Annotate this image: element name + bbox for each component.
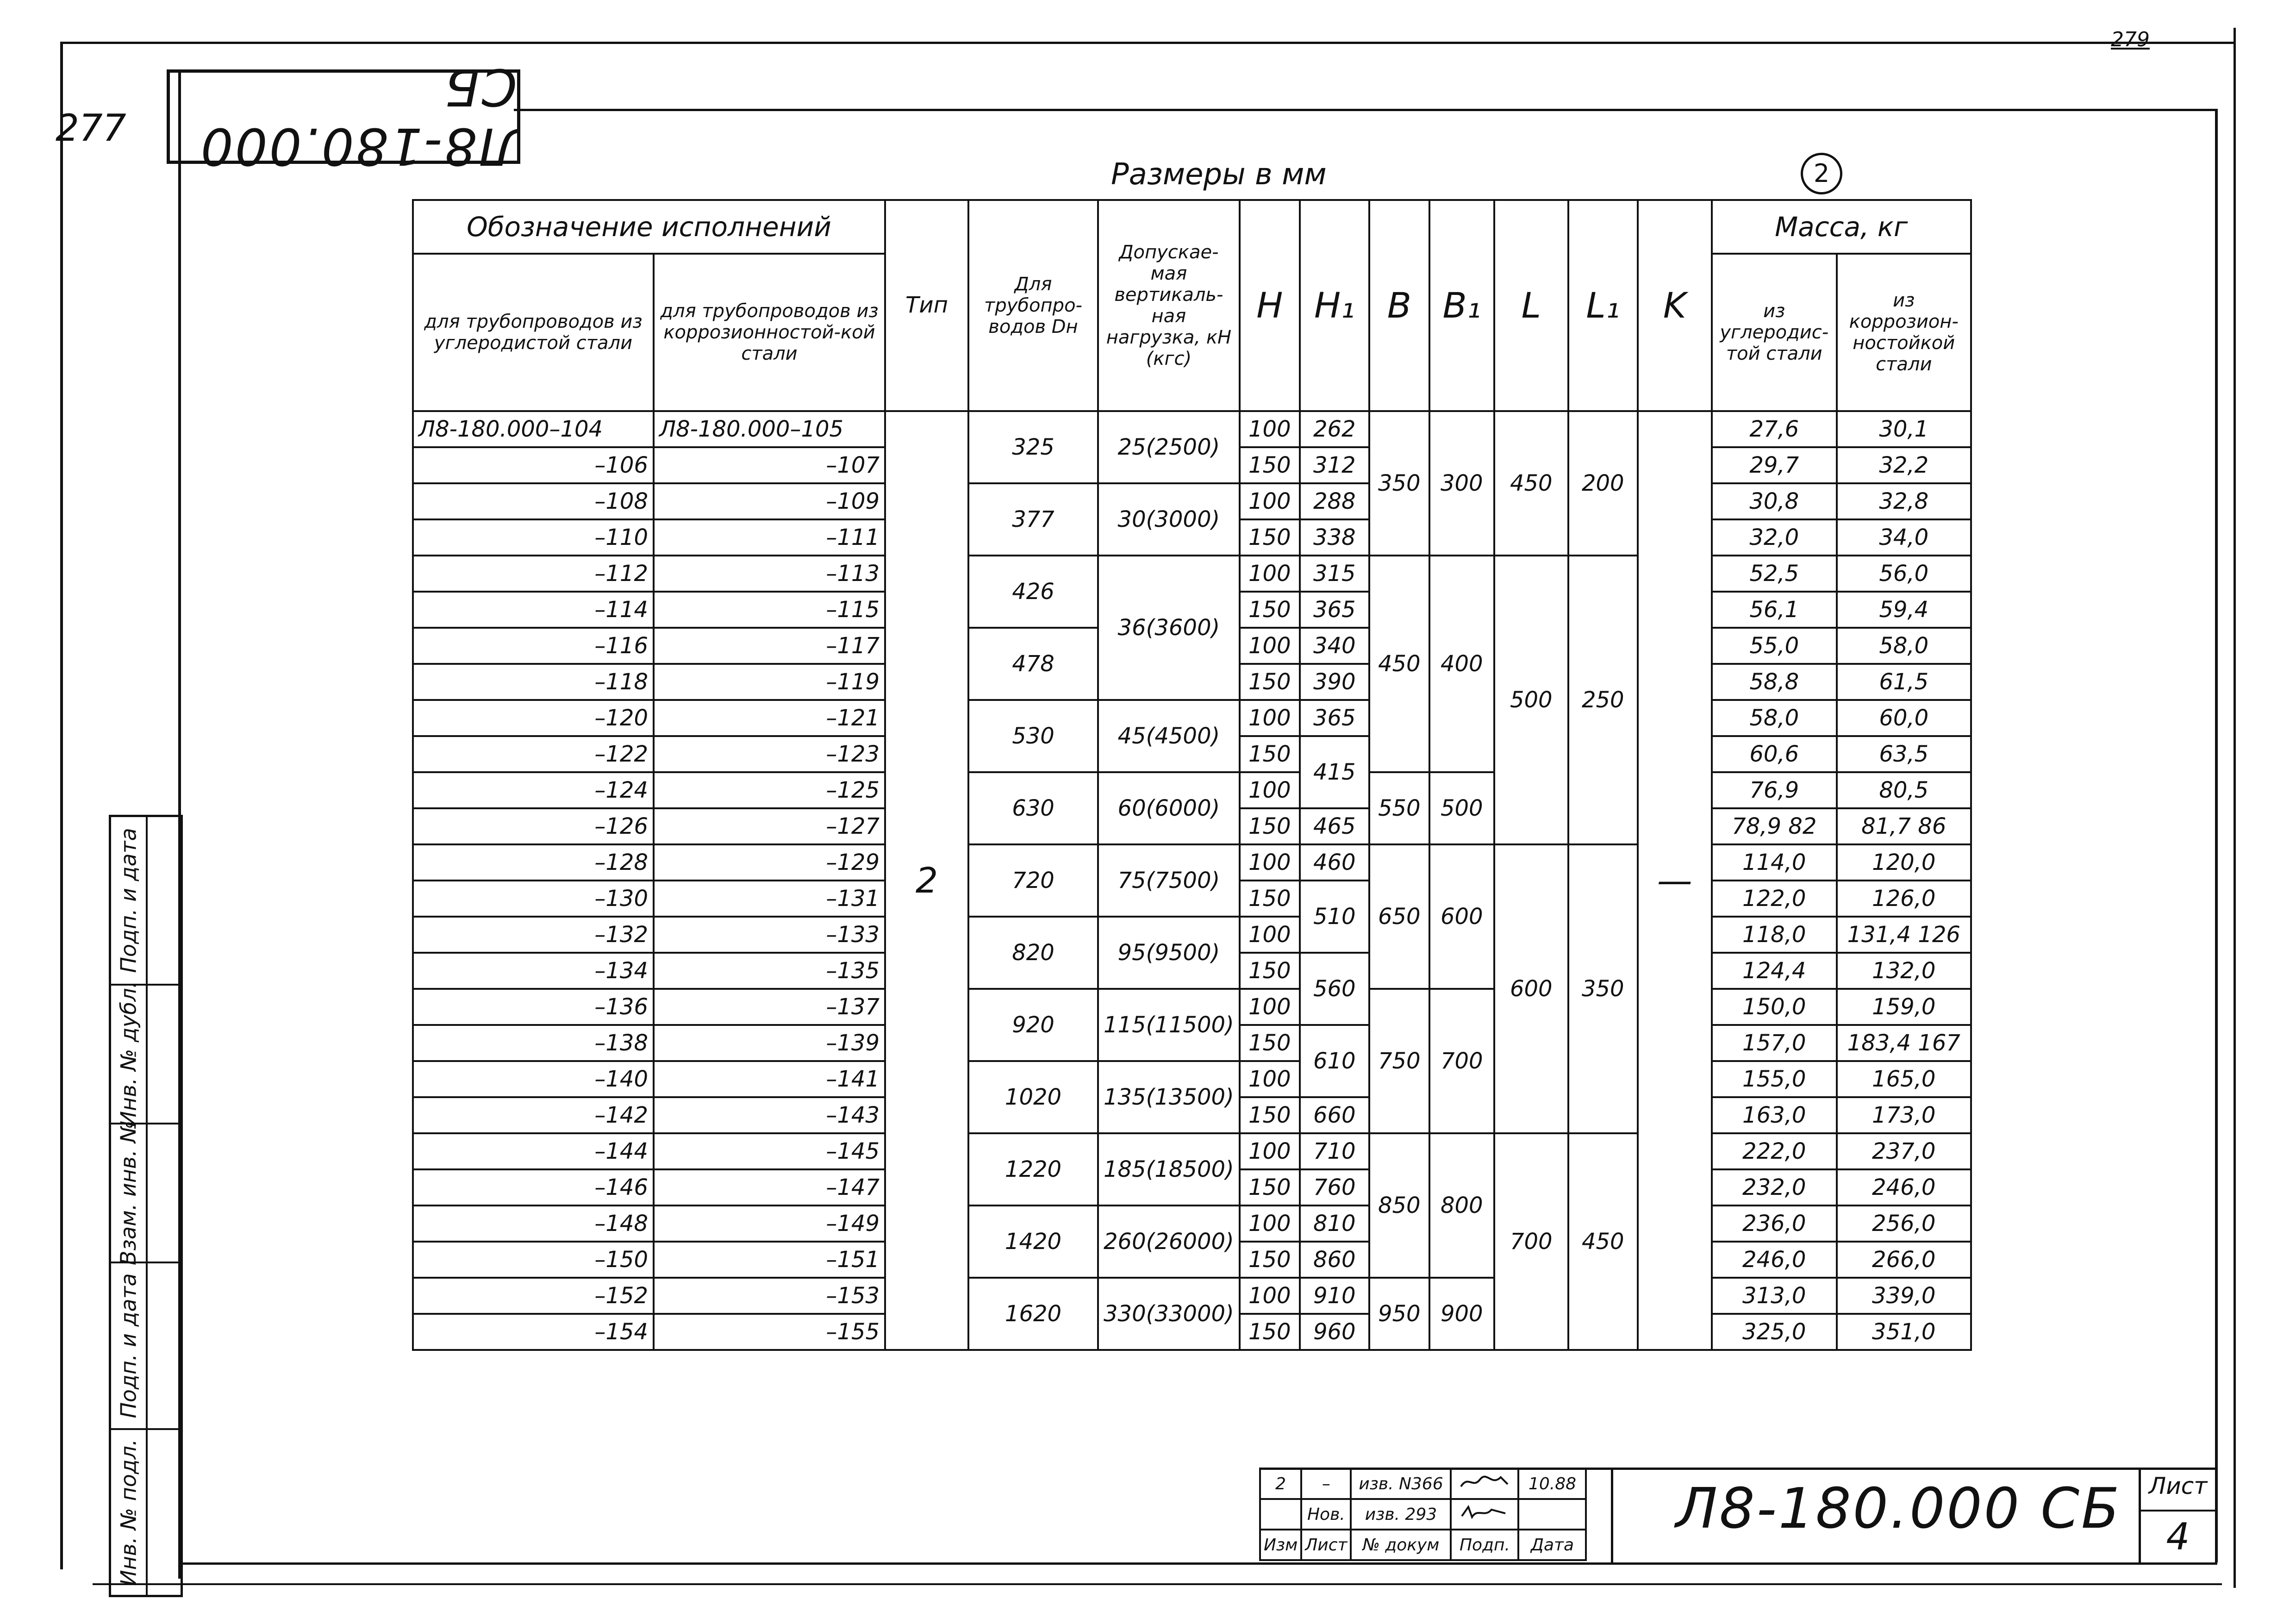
carbon-cell: –152 xyxy=(413,1278,654,1314)
h-cell: 150 xyxy=(1240,1169,1300,1206)
header-k: K xyxy=(1638,200,1712,411)
carbon-cell: –112 xyxy=(413,556,654,592)
table-row xyxy=(413,917,1971,953)
corrosion-cell: –111 xyxy=(654,519,885,556)
rev-cell: 2 xyxy=(1260,1468,1301,1499)
revision-row xyxy=(1260,1499,1586,1530)
side-cell xyxy=(111,1120,181,1266)
mass-carbon-cell: 52,5 xyxy=(1712,556,1837,592)
side-label-text: Инв. № дубл. xyxy=(116,981,141,1127)
label-cell: Дата xyxy=(1518,1530,1586,1560)
table-row xyxy=(413,556,1971,592)
rev-signature-cell xyxy=(1451,1499,1518,1530)
h-cell: 100 xyxy=(1240,1206,1300,1242)
mass-carbon-cell: 236,0 xyxy=(1712,1206,1837,1242)
carbon-cell: –136 xyxy=(413,989,654,1025)
carbon-cell: –154 xyxy=(413,1314,654,1350)
h-cell: 100 xyxy=(1240,989,1300,1025)
h-cell: 150 xyxy=(1240,592,1300,628)
header-b1: B₁ xyxy=(1429,200,1494,411)
h-cell: 100 xyxy=(1240,556,1300,592)
corrosion-cell: –129 xyxy=(654,844,885,881)
corrosion-cell: –145 xyxy=(654,1133,885,1169)
load-cell: 95(9500) xyxy=(1098,917,1240,989)
signature-icon xyxy=(1459,1473,1510,1491)
sheet-number: 4 xyxy=(2166,1515,2190,1558)
load-cell: 75(7500) xyxy=(1098,844,1240,917)
b1-cell: 900 xyxy=(1429,1278,1494,1350)
pipe-cell: 920 xyxy=(968,989,1098,1061)
pipe-cell: 1620 xyxy=(968,1278,1098,1350)
carbon-cell: –110 xyxy=(413,519,654,556)
table-row xyxy=(413,989,1971,1025)
signature-icon xyxy=(1459,1503,1510,1522)
mass-corrosion-cell: 165,0 xyxy=(1837,1061,1971,1097)
corrosion-cell: –127 xyxy=(654,808,885,844)
l1-cell: 200 xyxy=(1568,411,1638,556)
h-cell: 150 xyxy=(1240,1025,1300,1061)
table-row xyxy=(413,411,1971,447)
load-cell: 260(26000) xyxy=(1098,1206,1240,1278)
load-cell: 30(3000) xyxy=(1098,483,1240,556)
b-cell: 750 xyxy=(1369,989,1429,1133)
table-row xyxy=(413,1278,1971,1314)
mass-corrosion-cell: 131,4 126 xyxy=(1837,917,1971,953)
corrosion-cell: –139 xyxy=(654,1025,885,1061)
h1-cell: 365 xyxy=(1300,700,1369,736)
title-block-top-line xyxy=(1259,1468,2217,1470)
h-cell: 100 xyxy=(1240,628,1300,664)
carbon-cell: –146 xyxy=(413,1169,654,1206)
h-cell: 100 xyxy=(1240,411,1300,447)
mass-carbon-cell: 30,8 xyxy=(1712,483,1837,519)
mass-carbon-cell: 157,0 xyxy=(1712,1025,1837,1061)
b-cell: 850 xyxy=(1369,1133,1429,1278)
carbon-cell: –108 xyxy=(413,483,654,519)
sheet-box xyxy=(2139,1468,2217,1565)
outer-frame-left xyxy=(60,42,63,1569)
stamp-text: Л8-180.000 СБ xyxy=(199,57,517,176)
carbon-cell: –150 xyxy=(413,1242,654,1278)
side-label xyxy=(111,1263,148,1428)
table-row xyxy=(413,483,1971,519)
h1-cell: 860 xyxy=(1300,1242,1369,1278)
corrosion-cell: –143 xyxy=(654,1097,885,1133)
pipe-cell: 820 xyxy=(968,917,1098,989)
h1-cell: 460 xyxy=(1300,844,1369,881)
carbon-cell: –138 xyxy=(413,1025,654,1061)
revision-mark: 2 xyxy=(1801,153,1842,194)
carbon-cell: –140 xyxy=(413,1061,654,1097)
h1-cell: 610 xyxy=(1300,1025,1369,1097)
revision-row xyxy=(1260,1468,1586,1499)
h-cell: 150 xyxy=(1240,447,1300,483)
side-cell xyxy=(111,1262,181,1428)
sheet-label: Лист xyxy=(2141,1473,2215,1512)
header-designation: Обозначение исполнений xyxy=(413,200,885,254)
header-corrosion: для трубопроводов из коррозионностой-кой стали xyxy=(654,254,885,411)
table-row xyxy=(413,1133,1971,1169)
b1-cell: 500 xyxy=(1429,772,1494,844)
h-cell: 150 xyxy=(1240,1097,1300,1133)
h1-cell: 510 xyxy=(1300,881,1369,953)
header-pipe: Для трубопро-водов Dн xyxy=(968,200,1098,411)
h1-cell: 810 xyxy=(1300,1206,1369,1242)
side-label xyxy=(111,981,148,1127)
mass-carbon-cell: 246,0 xyxy=(1712,1242,1837,1278)
h1-cell: 465 xyxy=(1300,808,1369,844)
h-cell: 150 xyxy=(1240,736,1300,772)
outer-frame-right xyxy=(2234,28,2236,1588)
revision-block xyxy=(1259,1468,1587,1561)
carbon-cell: –122 xyxy=(413,736,654,772)
k-cell: — xyxy=(1638,411,1712,1350)
h-cell: 150 xyxy=(1240,1242,1300,1278)
side-label-text: Взам. инв. № xyxy=(116,1120,141,1266)
label-cell: Лист xyxy=(1301,1530,1351,1560)
mass-carbon-cell: 150,0 xyxy=(1712,989,1837,1025)
mass-corrosion-cell: 32,8 xyxy=(1837,483,1971,519)
mass-corrosion-cell: 351,0 xyxy=(1837,1314,1971,1350)
carbon-cell: –144 xyxy=(413,1133,654,1169)
header-load: Допускае-мая вертикаль-ная нагрузка, кН (кгс) xyxy=(1098,200,1240,411)
carbon-cell: –148 xyxy=(413,1206,654,1242)
load-cell: 185(18500) xyxy=(1098,1133,1240,1206)
mass-carbon-cell: 29,7 xyxy=(1712,447,1837,483)
header-h: H xyxy=(1240,200,1300,411)
h-cell: 150 xyxy=(1240,881,1300,917)
mass-corrosion-cell: 80,5 xyxy=(1837,772,1971,808)
mass-corrosion-cell: 256,0 xyxy=(1837,1206,1971,1242)
corrosion-cell: –107 xyxy=(654,447,885,483)
table-row xyxy=(413,1206,1971,1242)
carbon-cell: –118 xyxy=(413,664,654,700)
mass-corrosion-cell: 183,4 167 xyxy=(1837,1025,1971,1061)
corrosion-cell: –141 xyxy=(654,1061,885,1097)
side-label-text: Подп. и дата xyxy=(116,828,141,973)
rev-cell: изв. N366 xyxy=(1351,1468,1451,1499)
bottom-line xyxy=(93,1583,2222,1585)
side-cell xyxy=(111,817,181,984)
load-cell: 60(6000) xyxy=(1098,772,1240,844)
side-label xyxy=(111,1430,148,1595)
l1-cell: 350 xyxy=(1568,844,1638,1133)
h-cell: 100 xyxy=(1240,844,1300,881)
load-cell: 330(33000) xyxy=(1098,1278,1240,1350)
type-cell: 2 xyxy=(885,411,968,1350)
mass-carbon-cell: 124,4 xyxy=(1712,953,1837,989)
mass-carbon-cell: 58,8 xyxy=(1712,664,1837,700)
rev-cell: – xyxy=(1301,1468,1351,1499)
document-code: Л8-180.000 СБ xyxy=(1676,1477,2121,1541)
mass-carbon-cell: 232,0 xyxy=(1712,1169,1837,1206)
h-cell: 100 xyxy=(1240,700,1300,736)
pipe-cell: 1020 xyxy=(968,1061,1098,1133)
mass-corrosion-cell: 61,5 xyxy=(1837,664,1971,700)
h-cell: 150 xyxy=(1240,519,1300,556)
dimensions-title: Размеры в мм xyxy=(1111,157,1327,192)
carbon-cell: Л8-180.000–104 xyxy=(413,411,654,447)
title-block-divider xyxy=(1611,1468,1613,1562)
corrosion-cell: –147 xyxy=(654,1169,885,1206)
carbon-cell: –114 xyxy=(413,592,654,628)
corrosion-cell: –153 xyxy=(654,1278,885,1314)
l-cell: 450 xyxy=(1494,411,1568,556)
load-cell: 135(13500) xyxy=(1098,1061,1240,1133)
pipe-cell: 720 xyxy=(968,844,1098,917)
pipe-cell: 377 xyxy=(968,483,1098,556)
h-cell: 100 xyxy=(1240,1133,1300,1169)
mass-carbon-cell: 163,0 xyxy=(1712,1097,1837,1133)
corrosion-cell: –123 xyxy=(654,736,885,772)
header-carbon: для трубопроводов из углеродистой стали xyxy=(413,254,654,411)
pipe-cell: 426 xyxy=(968,556,1098,628)
h1-cell: 315 xyxy=(1300,556,1369,592)
mass-carbon-cell: 122,0 xyxy=(1712,881,1837,917)
side-stamp-strip xyxy=(109,815,183,1597)
h1-cell: 660 xyxy=(1300,1097,1369,1133)
side-label-text: Инв. № подл. xyxy=(116,1439,141,1586)
mass-carbon-cell: 58,0 xyxy=(1712,700,1837,736)
corrosion-cell: –149 xyxy=(654,1206,885,1242)
rev-signature-cell xyxy=(1451,1468,1518,1499)
l-cell: 600 xyxy=(1494,844,1568,1133)
pipe-cell: 478 xyxy=(968,628,1098,700)
mass-corrosion-cell: 34,0 xyxy=(1837,519,1971,556)
h1-cell: 340 xyxy=(1300,628,1369,664)
mass-corrosion-cell: 59,4 xyxy=(1837,592,1971,628)
mass-carbon-cell: 118,0 xyxy=(1712,917,1837,953)
h1-cell: 338 xyxy=(1300,519,1369,556)
page-number-left: 277 xyxy=(56,106,126,150)
pipe-cell: 1220 xyxy=(968,1133,1098,1206)
h-cell: 100 xyxy=(1240,483,1300,519)
corrosion-cell: –155 xyxy=(654,1314,885,1350)
carbon-cell: –126 xyxy=(413,808,654,844)
mass-corrosion-cell: 246,0 xyxy=(1837,1169,1971,1206)
carbon-cell: –130 xyxy=(413,881,654,917)
page-number-top: 279 xyxy=(2111,28,2150,51)
pipe-cell: 325 xyxy=(968,411,1098,483)
table-row xyxy=(413,772,1971,808)
header-mass-carbon: из углеродис-той стали xyxy=(1712,254,1837,411)
b-cell: 950 xyxy=(1369,1278,1429,1350)
rev-cell: 10.88 xyxy=(1518,1468,1586,1499)
mass-carbon-cell: 56,1 xyxy=(1712,592,1837,628)
corrosion-cell: –125 xyxy=(654,772,885,808)
inner-frame-top xyxy=(514,109,2217,111)
revision-labels-row xyxy=(1260,1530,1586,1560)
dimensions-table xyxy=(412,199,1972,1351)
mass-carbon-cell: 114,0 xyxy=(1712,844,1837,881)
mass-corrosion-cell: 159,0 xyxy=(1837,989,1971,1025)
carbon-cell: –134 xyxy=(413,953,654,989)
l-cell: 500 xyxy=(1494,556,1568,844)
h-cell: 100 xyxy=(1240,772,1300,808)
h-cell: 150 xyxy=(1240,808,1300,844)
carbon-cell: –128 xyxy=(413,844,654,881)
carbon-cell: –120 xyxy=(413,700,654,736)
mass-carbon-cell: 222,0 xyxy=(1712,1133,1837,1169)
h1-cell: 365 xyxy=(1300,592,1369,628)
inverted-doc-stamp xyxy=(167,57,520,176)
h1-cell: 710 xyxy=(1300,1133,1369,1169)
l1-cell: 450 xyxy=(1568,1133,1638,1350)
b1-cell: 300 xyxy=(1429,411,1494,556)
rev-cell xyxy=(1518,1499,1586,1530)
h-cell: 150 xyxy=(1240,1314,1300,1350)
header-h1: H₁ xyxy=(1300,200,1369,411)
mass-corrosion-cell: 32,2 xyxy=(1837,447,1971,483)
mass-corrosion-cell: 339,0 xyxy=(1837,1278,1971,1314)
label-cell: Подп. xyxy=(1451,1530,1518,1560)
inner-frame-bottom xyxy=(178,1562,2217,1565)
corrosion-cell: –115 xyxy=(654,592,885,628)
side-cell xyxy=(111,1428,181,1595)
h-cell: 100 xyxy=(1240,1278,1300,1314)
header-mass-corrosion: из коррозион-ностойкой стали xyxy=(1837,254,1971,411)
rev-cell: Нов. xyxy=(1301,1499,1351,1530)
side-label xyxy=(111,1120,148,1266)
mass-carbon-cell: 32,0 xyxy=(1712,519,1837,556)
pipe-cell: 1420 xyxy=(968,1206,1098,1278)
h1-cell: 760 xyxy=(1300,1169,1369,1206)
mass-carbon-cell: 325,0 xyxy=(1712,1314,1837,1350)
header-l1: L₁ xyxy=(1568,200,1638,411)
mass-carbon-cell: 76,9 xyxy=(1712,772,1837,808)
mass-carbon-cell: 155,0 xyxy=(1712,1061,1837,1097)
h1-cell: 288 xyxy=(1300,483,1369,519)
h1-cell: 390 xyxy=(1300,664,1369,700)
rev-cell: изв. 293 xyxy=(1351,1499,1451,1530)
b1-cell: 700 xyxy=(1429,989,1494,1133)
carbon-cell: –142 xyxy=(413,1097,654,1133)
h1-cell: 312 xyxy=(1300,447,1369,483)
pipe-cell: 630 xyxy=(968,772,1098,844)
mass-corrosion-cell: 60,0 xyxy=(1837,700,1971,736)
header-l: L xyxy=(1494,200,1568,411)
h1-cell: 560 xyxy=(1300,953,1369,1025)
load-cell: 45(4500) xyxy=(1098,700,1240,772)
corrosion-cell: –121 xyxy=(654,700,885,736)
mass-corrosion-cell: 30,1 xyxy=(1837,411,1971,447)
pipe-cell: 530 xyxy=(968,700,1098,772)
corrosion-cell: Л8-180.000–105 xyxy=(654,411,885,447)
b-cell: 650 xyxy=(1369,844,1429,989)
mass-corrosion-cell: 126,0 xyxy=(1837,881,1971,917)
carbon-cell: –106 xyxy=(413,447,654,483)
mass-corrosion-cell: 120,0 xyxy=(1837,844,1971,881)
header-mass: Масса, кг xyxy=(1712,200,1971,254)
table-row xyxy=(413,700,1971,736)
h1-cell: 910 xyxy=(1300,1278,1369,1314)
load-cell: 36(3600) xyxy=(1098,556,1240,700)
l-cell: 700 xyxy=(1494,1133,1568,1350)
h-cell: 150 xyxy=(1240,953,1300,989)
side-label xyxy=(111,817,148,984)
mass-carbon-cell: 60,6 xyxy=(1712,736,1837,772)
mass-corrosion-cell: 266,0 xyxy=(1837,1242,1971,1278)
b1-cell: 800 xyxy=(1429,1133,1494,1278)
b1-cell: 400 xyxy=(1429,556,1494,772)
h-cell: 100 xyxy=(1240,1061,1300,1097)
header-b: B xyxy=(1369,200,1429,411)
b1-cell: 600 xyxy=(1429,844,1494,989)
h1-cell: 960 xyxy=(1300,1314,1369,1350)
label-cell: № докум xyxy=(1351,1530,1451,1560)
corrosion-cell: –119 xyxy=(654,664,885,700)
carbon-cell: –124 xyxy=(413,772,654,808)
load-cell: 115(11500) xyxy=(1098,989,1240,1061)
corrosion-cell: –135 xyxy=(654,953,885,989)
inner-frame-right xyxy=(2215,109,2218,1562)
h1-cell: 415 xyxy=(1300,736,1369,808)
b-cell: 550 xyxy=(1369,772,1429,844)
header-type: Тип xyxy=(885,200,968,411)
h-cell: 100 xyxy=(1240,917,1300,953)
corrosion-cell: –137 xyxy=(654,989,885,1025)
h-cell: 150 xyxy=(1240,664,1300,700)
corrosion-cell: –133 xyxy=(654,917,885,953)
mass-corrosion-cell: 58,0 xyxy=(1837,628,1971,664)
corrosion-cell: –113 xyxy=(654,556,885,592)
corrosion-cell: –151 xyxy=(654,1242,885,1278)
mass-corrosion-cell: 56,0 xyxy=(1837,556,1971,592)
table-row xyxy=(413,1061,1971,1097)
b-cell: 350 xyxy=(1369,411,1429,556)
mass-corrosion-cell: 237,0 xyxy=(1837,1133,1971,1169)
l1-cell: 250 xyxy=(1568,556,1638,844)
corrosion-cell: –131 xyxy=(654,881,885,917)
b-cell: 450 xyxy=(1369,556,1429,772)
h1-cell: 262 xyxy=(1300,411,1369,447)
mass-corrosion-cell: 132,0 xyxy=(1837,953,1971,989)
rev-cell xyxy=(1260,1499,1301,1530)
carbon-cell: –132 xyxy=(413,917,654,953)
carbon-cell: –116 xyxy=(413,628,654,664)
side-cell xyxy=(111,981,181,1127)
side-label-text: Подп. и дата xyxy=(116,1273,141,1418)
load-cell: 25(2500) xyxy=(1098,411,1240,483)
mass-carbon-cell: 55,0 xyxy=(1712,628,1837,664)
outer-frame-top xyxy=(60,42,2236,44)
mass-carbon-cell: 27,6 xyxy=(1712,411,1837,447)
mass-corrosion-cell: 173,0 xyxy=(1837,1097,1971,1133)
mass-corrosion-cell: 81,7 86 xyxy=(1837,808,1971,844)
mass-carbon-cell: 313,0 xyxy=(1712,1278,1837,1314)
table-row xyxy=(413,844,1971,881)
label-cell: Изм xyxy=(1260,1530,1301,1560)
mass-carbon-cell: 78,9 82 xyxy=(1712,808,1837,844)
corrosion-cell: –117 xyxy=(654,628,885,664)
corrosion-cell: –109 xyxy=(654,483,885,519)
mass-corrosion-cell: 63,5 xyxy=(1837,736,1971,772)
